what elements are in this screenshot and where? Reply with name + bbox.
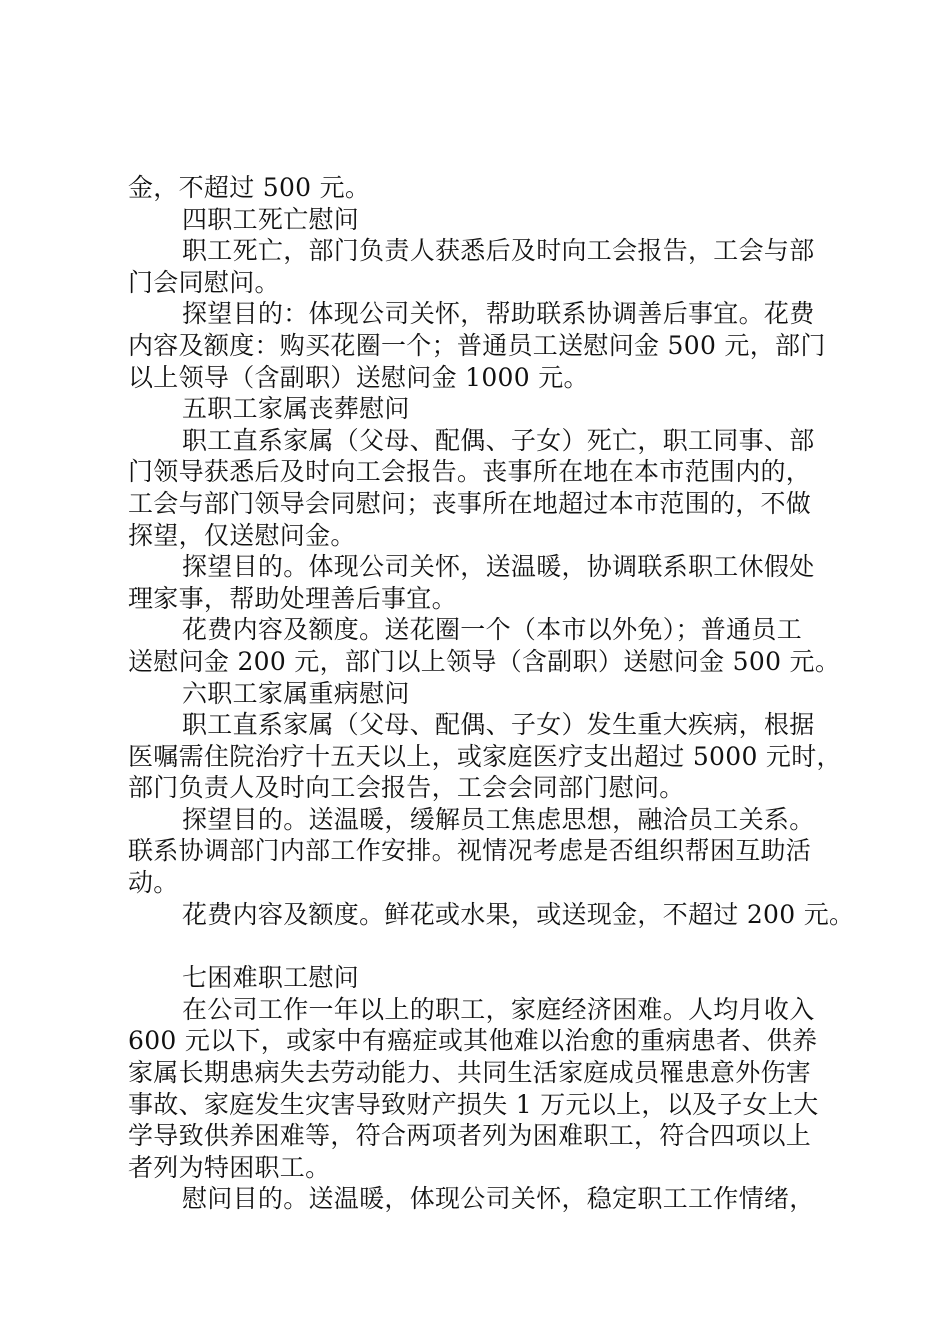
- text-line: 探望目的。体现公司关怀，送温暖，协调联系职工休假处: [182, 552, 815, 582]
- text-line: 门会同慰问。: [128, 267, 280, 297]
- text-line: 动。: [128, 868, 179, 898]
- text-line: 600 元以下，或家中有癌症或其他难以治愈的重病患者、供养: [128, 1026, 818, 1056]
- text-line: 家属长期患病失去劳动能力、共同生活家庭成员罹患意外伤害: [128, 1058, 812, 1088]
- text-line: 者列为特困职工。: [128, 1152, 331, 1182]
- text-line: 门领导获悉后及时向工会报告。丧事所在地在本市范围内的，: [128, 457, 812, 487]
- text-line: 金，不超过 500 元。: [128, 173, 371, 202]
- text-line: 职工直系家属（父母、配偶、子女）发生重大疾病，根据: [182, 710, 815, 740]
- text-line: 部门负责人及时向工会报告，工会会同部门慰问。: [128, 773, 685, 803]
- text-line: 医嘱需住院治疗十五天以上，或家庭医疗支出超过 5000 元时，: [128, 741, 842, 771]
- text-line: 理家事，帮助处理善后事宜。: [128, 583, 457, 613]
- section-heading: 六职工家属重病慰问: [182, 678, 410, 708]
- text-line: 花费内容及额度。鲜花或水果，或送现金，不超过 200 元。: [182, 899, 855, 929]
- text-line: 职工死亡，部门负责人获悉后及时向工会报告，工会与部: [182, 236, 815, 266]
- document-body: [128, 172, 855, 1215]
- section-heading: 五职工家属丧葬慰问: [182, 394, 410, 424]
- text-line: 探望目的。送温暖，缓解员工焦虑思想，融洽员工关系。: [182, 804, 815, 834]
- text-line: 探望目的：体现公司关怀，帮助联系协调善后事宜。花费: [182, 299, 815, 329]
- text-line: 职工直系家属（父母、配偶、子女）死亡，职工同事、部: [182, 425, 815, 455]
- text-line: 以上领导（含副职）送慰问金 1000 元。: [128, 362, 589, 392]
- text-line: 送慰问金 200 元，部门以上领导（含副职）送慰问金 500 元。: [128, 646, 841, 676]
- text-line: 联系协调部门内部工作安排。视情况考虑是否组织帮困互助活: [128, 836, 812, 866]
- text-line: 在公司工作一年以上的职工，家庭经济困难。人均月收入: [182, 994, 815, 1024]
- text-line: 学导致供养困难等，符合两项者列为困难职工，符合四项以上: [128, 1121, 812, 1151]
- text-line: 事故、家庭发生灾害导致财产损失 1 万元以上，以及子女上大: [128, 1089, 819, 1119]
- text-line: 花费内容及额度。送花圈一个（本市以外免）；普通员工: [182, 615, 803, 645]
- text-line: 慰问目的。送温暖，体现公司关怀，稳定职工工作情绪，: [182, 1184, 815, 1214]
- section-heading: 七困难职工慰问: [182, 963, 360, 993]
- text-line: 探望，仅送慰问金。: [128, 520, 356, 550]
- paragraph-gap: [128, 930, 838, 962]
- text-line: 工会与部门领导会同慰问；丧事所在地超过本市范围的，不做: [128, 488, 812, 518]
- text-line: 内容及额度：购买花圈一个；普通员工送慰问金 500 元，部门: [128, 330, 826, 360]
- section-heading: 四职工死亡慰问: [182, 204, 360, 234]
